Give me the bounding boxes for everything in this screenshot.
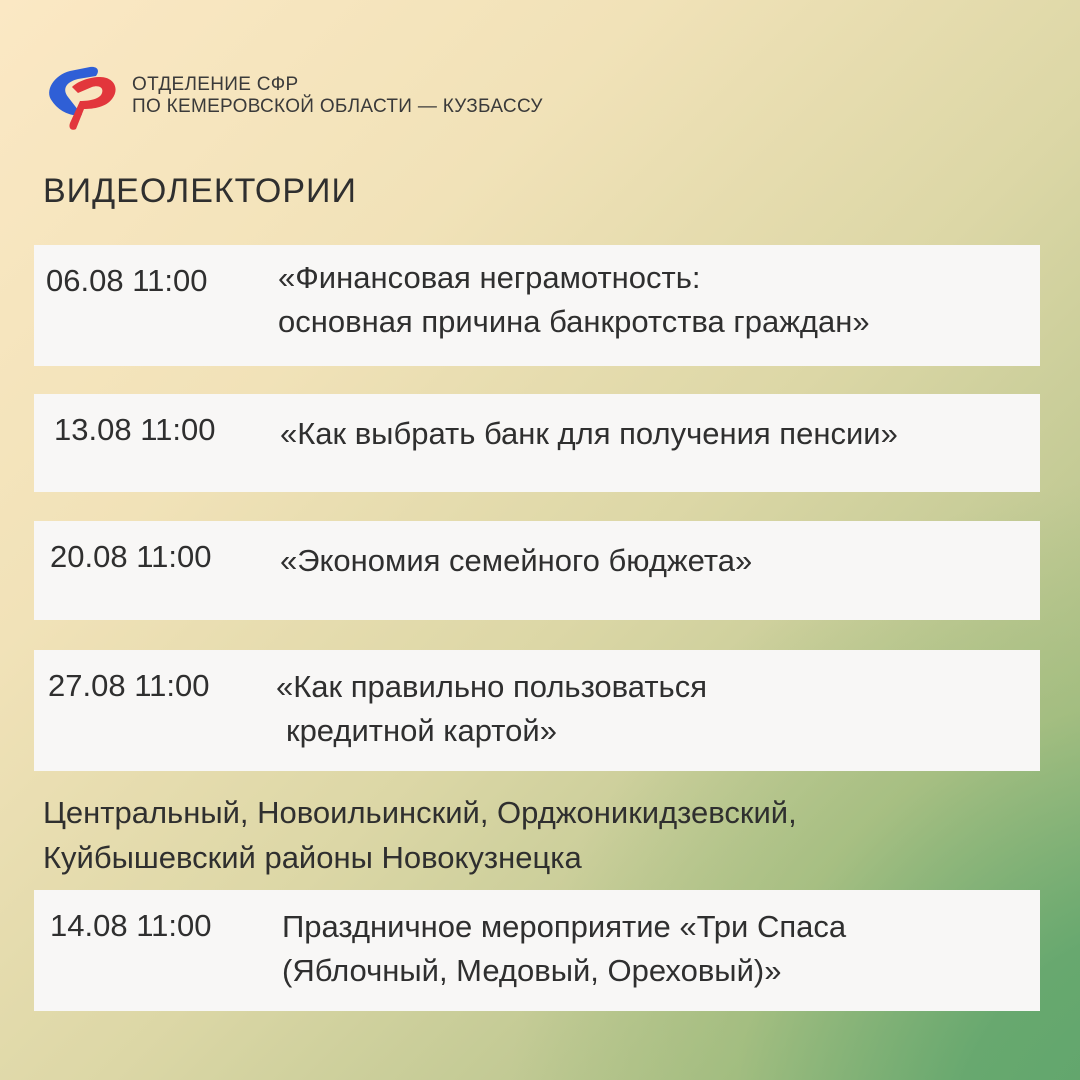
event-datetime: 20.08 11:00 (50, 539, 212, 574)
header (38, 56, 543, 136)
event-title (280, 412, 898, 456)
event-title (282, 905, 846, 993)
district-line: Куйбышевский районы Новокузнецка (43, 840, 582, 875)
event-title (280, 539, 752, 583)
organization-name (132, 74, 543, 118)
event-datetime: 13.08 11:00 (54, 412, 216, 447)
event-datetime: 06.08 11:00 (46, 263, 208, 298)
event-title-line: Праздничное мероприятие «Три Спаса (282, 909, 847, 944)
event-title-line: «Как выбрать банк для получения пенсии» (280, 416, 898, 451)
event-title-line: основная причина банкротства граждан» (278, 304, 870, 339)
event-card (34, 245, 1040, 366)
event-card (34, 890, 1040, 1011)
district-heading (43, 790, 797, 880)
event-title (276, 665, 707, 753)
event-datetime: 14.08 11:00 (50, 908, 212, 943)
event-title (278, 256, 870, 344)
event-card (34, 650, 1040, 771)
event-card (34, 394, 1040, 492)
org-name-line-1: ОТДЕЛЕНИЕ СФР (132, 74, 299, 95)
event-title-line: «Финансовая неграмотность: (278, 260, 701, 295)
event-title-line: кредитной картой» (286, 713, 557, 748)
event-card (34, 521, 1040, 620)
org-name-line-2: ПО КЕМЕРОВСКОЙ ОБЛАСТИ — КУЗБАССУ (132, 96, 543, 117)
district-line: Центральный, Новоильинский, Орджоникидзевский, (43, 795, 797, 830)
event-datetime: 27.08 11:00 (48, 668, 210, 703)
event-title-line: (Яблочный, Медовый, Ореховый)» (282, 953, 782, 988)
event-title-line: «Как правильно пользоваться (276, 669, 707, 704)
section-title: ВИДЕОЛЕКТОРИИ (43, 172, 357, 210)
sfr-logo-icon (38, 57, 122, 135)
event-title-line: «Экономия семейного бюджета» (280, 543, 753, 578)
